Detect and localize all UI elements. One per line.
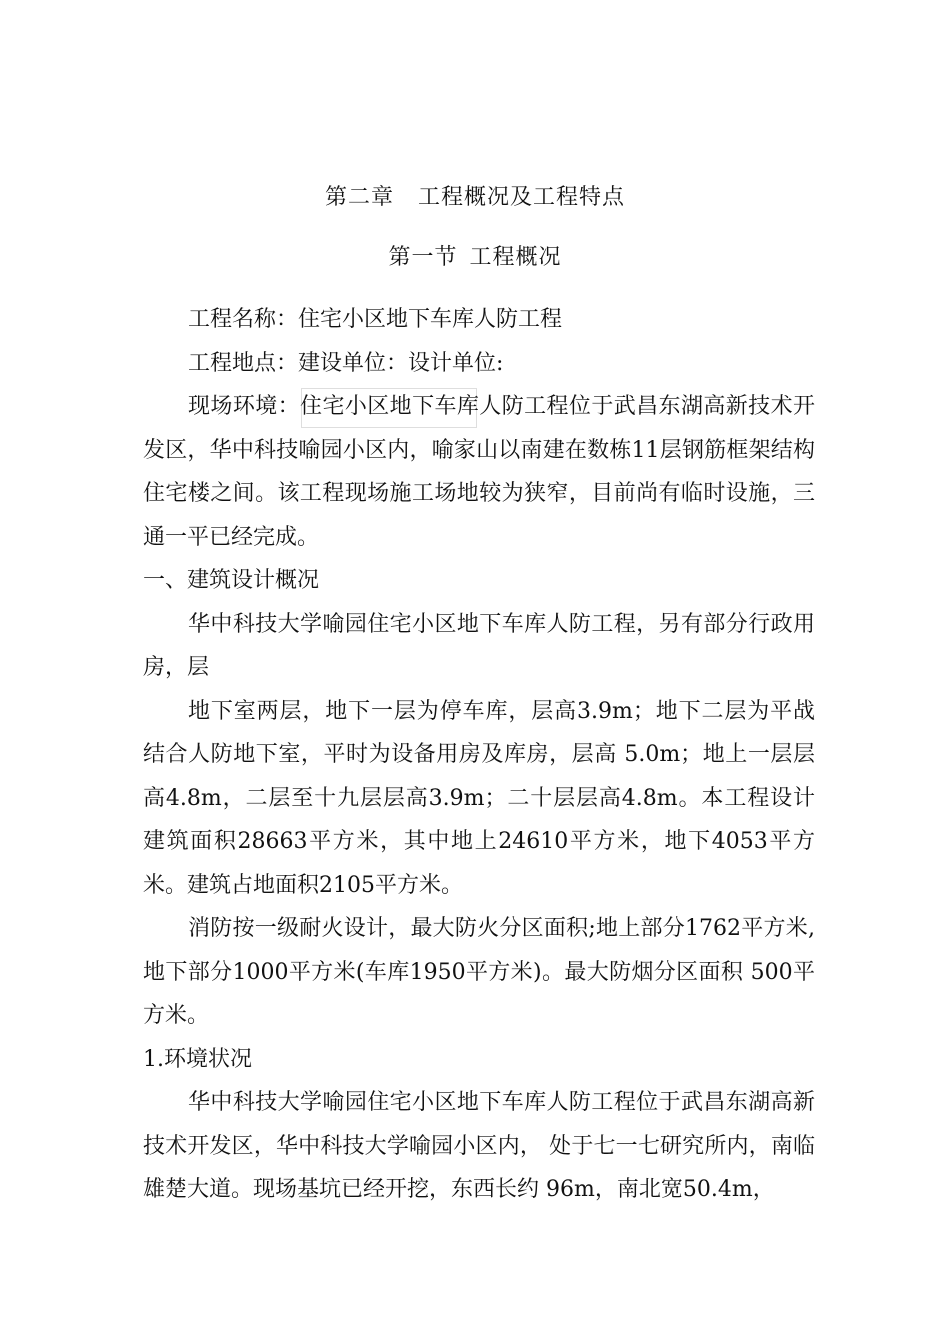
document-body <box>143 298 815 1212</box>
project-description-paragraph: 华中科技大学喻园住宅小区地下车库人防工程，另有部分行政用房，层 <box>143 611 815 680</box>
project-name-line: 工程名称：住宅小区地下车库人防工程 <box>188 307 563 332</box>
chapter-name: 工程概况及工程特点 <box>418 185 626 210</box>
fire-protection-paragraph: 消防按一级耐火设计，最大防火分区面积;地上部分1762平方米,地下部分1000平方米(车库1950平方米)。最大防烟分区面积 500平方米。 <box>143 916 815 1028</box>
section-name: 工程概况 <box>469 245 562 270</box>
chapter-label: 第二章 <box>324 185 394 210</box>
basement-floors-paragraph: 地下室两层，地下一层为停车库，层高3.9m；地下二层为平战结合人防地下室，平时为设备用房及库房，层高 5.0m；地上一层层高4.8m，二层至十九层层高3.9m；二十层层高4.8m。本工程设计建筑面积28663平方米，其中地上24610平方米，地下4053平方米。建筑占地面积2105平方米。 <box>143 698 815 898</box>
project-location-line: 工程地点：建设单位：设计单位: <box>188 350 504 376</box>
environment-status-paragraph: 华中科技大学喻园住宅小区地下车库人防工程位于武昌东湖高新技术开发区，华中科技大学喻园小区内， 处于七一七研究所内，南临雄楚大道。现场基坑已经开挖，东西长约 96m，南北宽50.4m， <box>143 1090 815 1202</box>
chapter-title <box>0 180 950 211</box>
section-title <box>0 240 950 271</box>
architecture-overview-heading: 一、建筑设计概况 <box>143 568 320 593</box>
environment-status-heading: 1.环境状况 <box>143 1046 252 1072</box>
site-environment-paragraph: 现场环境：住宅小区地下车库人防工程位于武昌东湖高新技术开发区，华中科技喻园小区内，喻家山以南建在数栋11层钢筋框架结构住宅楼之间。该工程现场施工场地较为狭窄，目前尚有临时设施，三通一平已经完成。 <box>143 394 815 550</box>
section-label: 第一节 <box>388 245 458 270</box>
